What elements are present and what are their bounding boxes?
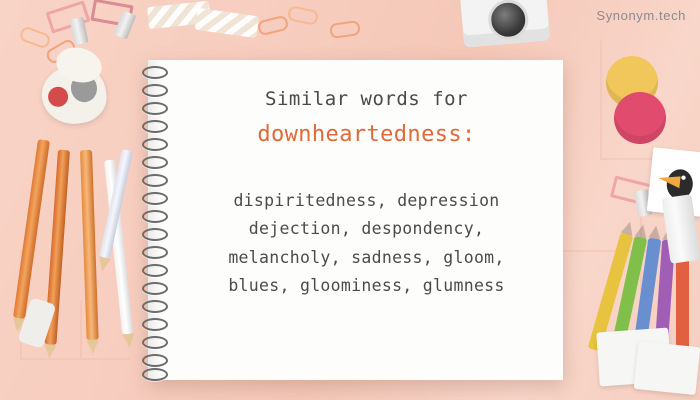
spiral-binding — [142, 60, 164, 380]
page-content — [188, 88, 545, 301]
site-brand: Synonym.tech — [596, 8, 686, 23]
synonym-line: blues, gloominess, glumness — [228, 276, 505, 296]
notebook-page — [148, 60, 563, 380]
macaron-icon — [614, 92, 666, 144]
headword: downheartedness: — [257, 122, 476, 147]
camera-icon — [460, 0, 550, 48]
mini-notebook-icon — [634, 341, 700, 395]
intro-text: Similar words for — [265, 88, 468, 110]
synonym-list — [188, 187, 545, 301]
synonym-line: melancholy, sadness, gloom, — [228, 247, 505, 267]
synonym-line: dejection, despondency, — [248, 219, 485, 239]
synonym-line: dispiritedness, depression — [233, 191, 500, 210]
